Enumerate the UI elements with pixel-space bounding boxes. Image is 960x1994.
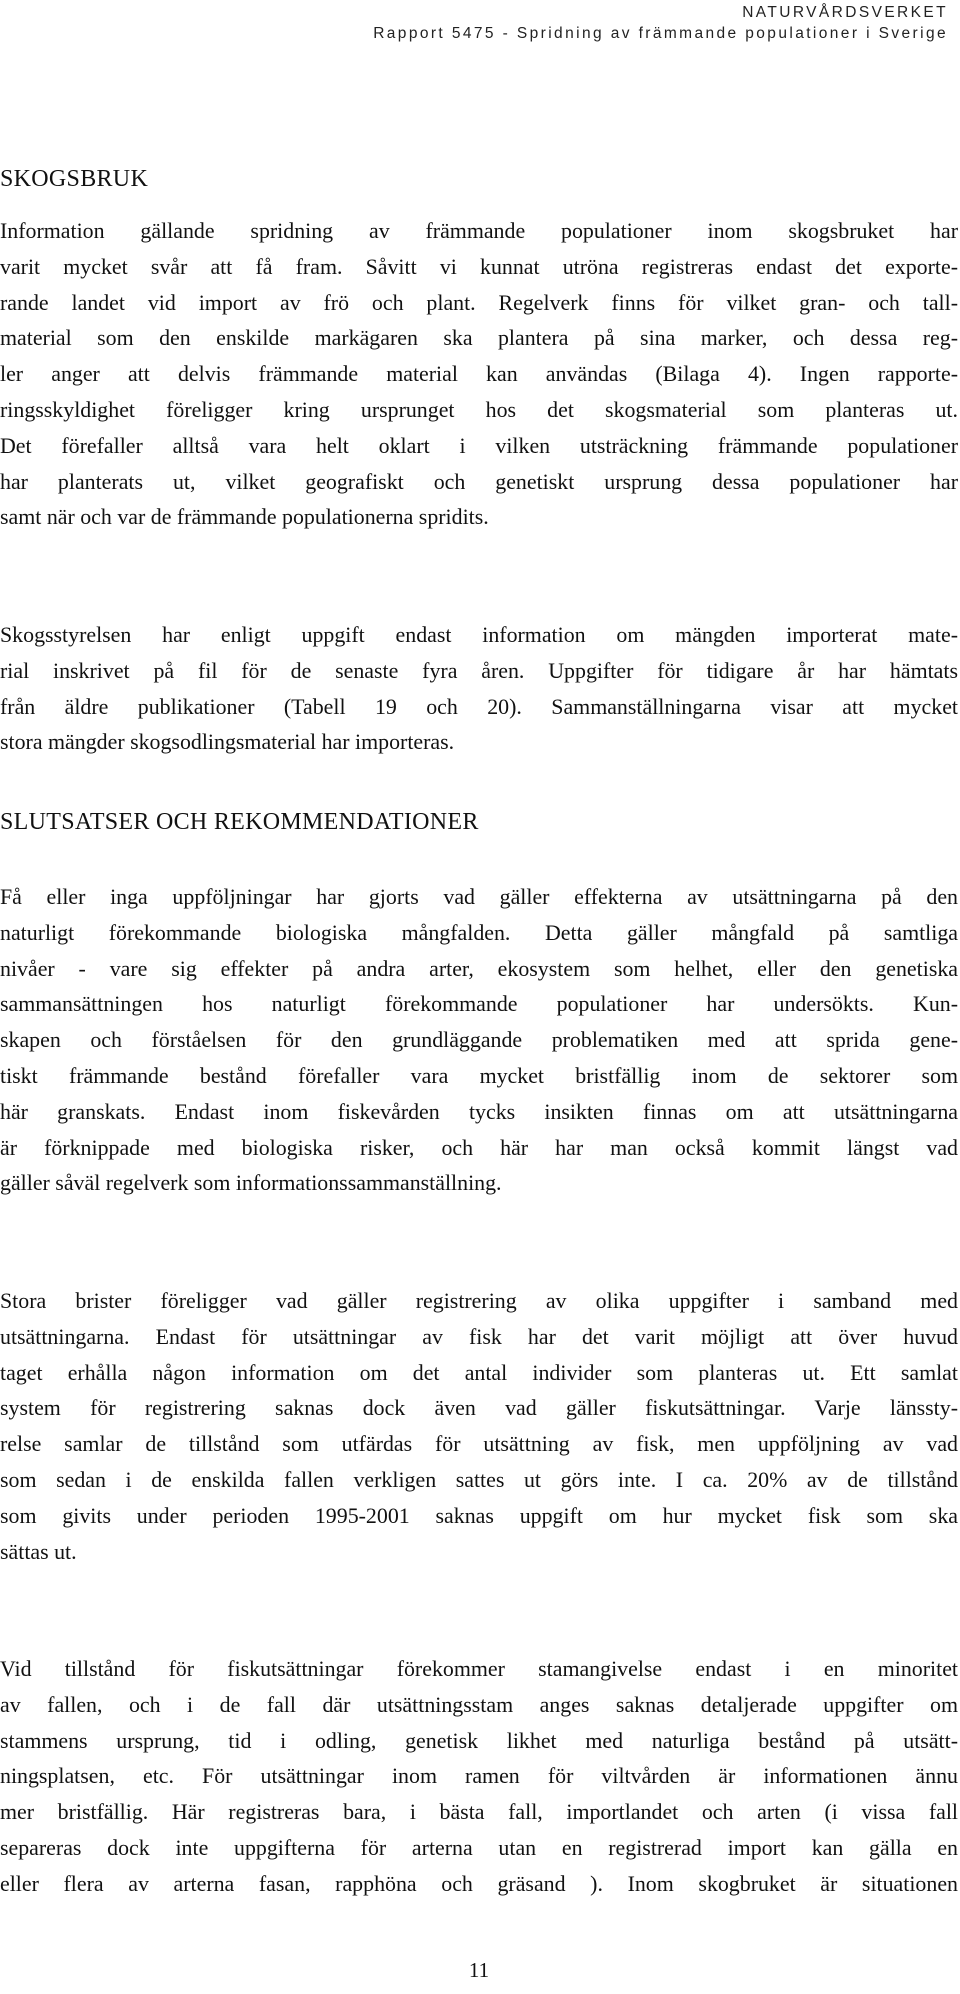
text-line: sammansättningen hos naturligt förekommande populationer har undersökts. Kun-: [0, 991, 958, 1017]
text-line: Det förefaller alltså vara helt oklart i vilken utsträckning främmande populationer: [0, 432, 958, 458]
text-line: Stora brister föreligger vad gäller registrering av olika uppgifter i samband med: [0, 1288, 958, 1313]
text-line: Skogsstyrelsen har enligt uppgift endast information om mängden importerat mate-: [0, 622, 958, 647]
text-line: Information gällande spridning av främmande populationer inom skogsbruket har: [0, 218, 958, 243]
paragraph-slutsatser-3: [0, 1651, 958, 1902]
page-number: 11: [468, 1958, 490, 1982]
text-line: separeras dock inte uppgifterna för arterna utan en registrerad import kan gälla en: [0, 1834, 958, 1860]
text-line: material som den enskilde markägaren ska plantera på sina marker, och dessa reg-: [0, 325, 958, 351]
text-line: ler anger att delvis främmande material kan användas (Bilaga 4). Ingen rapporte-: [0, 361, 958, 387]
text-line: sättas ut.: [0, 1538, 77, 1564]
paragraph-skogsbruk-1: [0, 213, 958, 535]
text-line: rande landet vid import av frö och plant. Regelverk finns för vilket gran- och tall-: [0, 289, 958, 315]
text-line: ningsplatsen, etc. För utsättningar inom ramen för viltvården är informationen ännu: [0, 1763, 958, 1789]
text-line: nivåer - vare sig effekter på andra arter, ekosystem som helhet, eller den genetiska: [0, 955, 958, 981]
text-line: rial inskrivet på fil för de senaste fyra åren. Uppgifter för tidigare år har hämtats: [0, 657, 958, 683]
text-line: har planterats ut, vilket geografiskt och genetiskt ursprung dessa populationer har: [0, 468, 958, 494]
text-line: som givits under perioden 1995-2001 saknas uppgift om hur mycket fisk som ska: [0, 1502, 958, 1528]
text-line: relse samlar de tillstånd som utfärdas för utsättning av fisk, men uppföljning av vad: [0, 1431, 958, 1457]
text-line: taget erhålla någon information om det antal individer som planteras ut. Ett samlat: [0, 1359, 958, 1385]
section-heading-slutsatser: SLUTSATSER OCH REKOMMENDATIONER: [0, 809, 479, 835]
text-line: ringsskyldighet föreligger kring ursprunget hos det skogsmaterial som planteras ut.: [0, 396, 958, 422]
running-header: [373, 2, 948, 44]
section-heading-skogsbruk: SKOGSBRUK: [0, 166, 149, 192]
text-line: mer bristfällig. Här registreras bara, i bästa fall, importlandet och arten (i vissa fall: [0, 1799, 958, 1825]
paragraph-slutsatser-1: [0, 879, 958, 1201]
text-line: naturligt förekommande biologiska mångfalden. Detta gäller mångfald på samtliga: [0, 919, 958, 945]
text-line: Få eller inga uppföljningar har gjorts vad gäller effekterna av utsättningarna på den: [0, 884, 958, 909]
text-line: stammens ursprung, tid i odling, genetisk likhet med naturliga bestånd på utsätt-: [0, 1727, 958, 1753]
text-line: är förknippade med biologiska risker, och här har man också kommit längst vad: [0, 1134, 958, 1160]
text-line: skapen och förståelsen för den grundläggande problematiken med att sprida gene-: [0, 1027, 958, 1053]
paragraph-slutsatser-2: [0, 1283, 958, 1569]
text-line: varit mycket svår att få fram. Såvitt vi kunnat utröna registreras endast det exporte-: [0, 253, 958, 279]
text-line: här granskats. Endast inom fiskevården tycks insikten finnas om att utsättningarna: [0, 1098, 958, 1124]
text-line: från äldre publikationer (Tabell 19 och 20). Sammanställningarna visar att mycket: [0, 693, 958, 719]
text-line: gäller såväl regelverk som informationssammanställning.: [0, 1170, 502, 1196]
text-line: utsättningarna. Endast för utsättningar av fisk har det varit möjligt att över huvud: [0, 1323, 958, 1349]
text-line: system för registrering saknas dock även vad gäller fiskutsättningar. Varje länssty-: [0, 1395, 958, 1421]
text-line: eller flera av arterna fasan, rapphöna och gräsand ). Inom skogbruket är situationen: [0, 1870, 958, 1896]
text-line: samt när och var de främmande populationerna spridits.: [0, 504, 489, 530]
paragraph-skogsbruk-2: [0, 617, 958, 760]
text-line: tiskt främmande bestånd förefaller vara mycket bristfällig inom de sektorer som: [0, 1062, 958, 1088]
header-org: NATURVÅRDSVERKET: [742, 4, 948, 21]
text-line: Vid tillstånd för fiskutsättningar förekommer stamangivelse endast i en minoritet: [0, 1656, 958, 1681]
text-line: stora mängder skogsodlingsmaterial har importeras.: [0, 729, 455, 755]
header-report-title: Rapport 5475 - Spridning av främmande populationer i Sverige: [373, 25, 948, 42]
text-line: av fallen, och i de fall där utsättningsstam anges saknas detaljerade uppgifter om: [0, 1691, 958, 1717]
text-line: som sedan i de enskilda fallen verkligen sattes ut görs inte. I ca. 20% av de tillstånd: [0, 1466, 958, 1492]
